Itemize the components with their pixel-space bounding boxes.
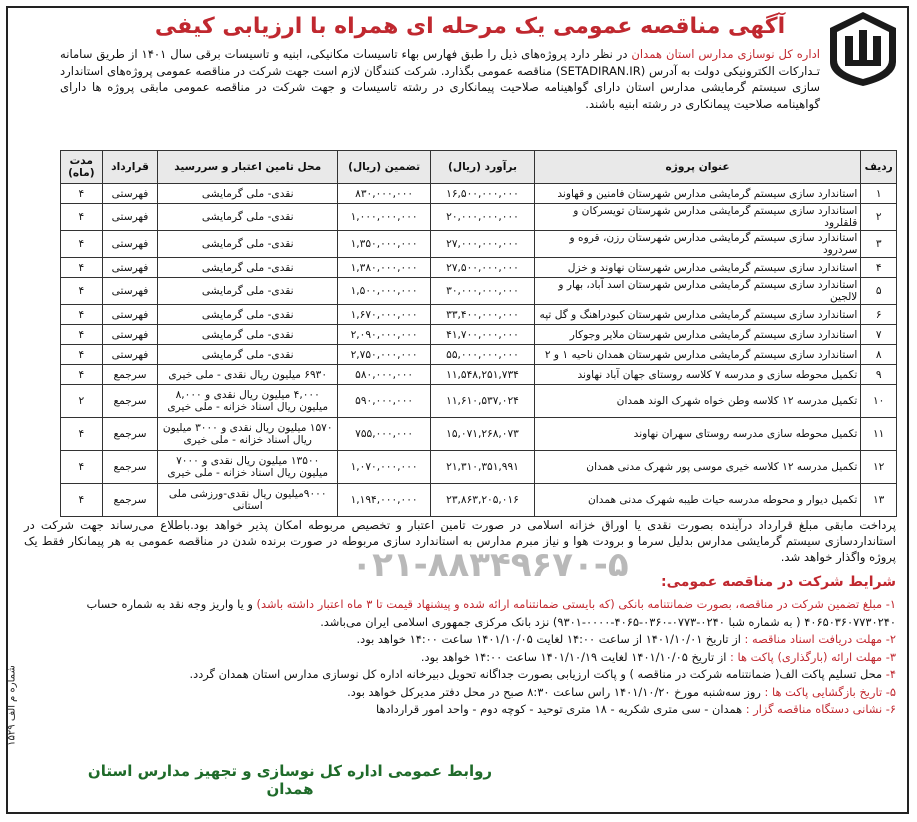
header-funding: محل تامین اعتبار و سررسید [158,151,338,184]
funding-source: نقدی- ملی گرمایشی [158,184,338,204]
estimate-value: ۱۱,۶۱۰,۵۳۷,۰۲۴ [431,385,534,418]
table-row [61,258,897,278]
ministry-logo-icon [826,10,900,88]
condition-number: ۶- [885,702,896,716]
contract-type: فهرستی [102,258,158,278]
guarantee-value: ۱,۳۸۰,۰۰۰,۰۰۰ [337,258,430,278]
condition-label: مهلت ارائه (بارگذاری) پاکت ها : [730,649,886,664]
row-no: ۳ [861,231,897,258]
guarantee-value: ۱,۰۷۰,۰۰۰,۰۰۰ [337,451,430,484]
project-title: استاندارد سازی سیستم گرمایشی مدارس شهرستان ملایر وجوکار [534,325,861,345]
table-row [61,385,897,418]
contract-type: فهرستی [102,278,158,305]
project-title: تکمیل دیوار و محوطه مدرسه حیات طیبه شهرک مدنی همدان [534,484,861,517]
estimate-value: ۳۳,۴۰۰,۰۰۰,۰۰۰ [431,305,534,325]
contract-type: سرجمع [102,418,158,451]
project-title: استاندارد سازی سیستم گرمایشی مدارس شهرستان کبودراهنگ و گل تپه [534,305,861,325]
project-title: تکمیل مدرسه ۱۲ کلاسه خیری موسی پور شهرک مدنی همدان [534,451,861,484]
project-title: استاندارد سازی سیستم گرمایشی مدارس شهرستان تویسرکان و قلقلرود [534,204,861,231]
intro-text: در نظر دارد پروژه‌های ذیل را طبق فهارس بهاء تاسیسات مکانیکی، ابنیه و تاسیسات برقی سال ۱۴۰۱ از طریق سامانه تـدارکات الکترونیکی دولت به آدرس (SETADIRAN.IR) مناقصه عمومی بگذارد. شرکت کنندگان لازم است جهت شرکت در مناقصه عمومی پروژه‌های استاندارد سازی سیستم گرمایشی مدارس استان دارای گواهینامه صلاحیت پیمانکاری در رشته تاسیسات و جهت شرکت در مناقصه عمومی مابقی پروژه ها دارای گواهینامه صلاحیت پیمانکاری در رشته ابنیه باشند. [60,47,820,111]
condition-text: همدان - سی متری شکریه - ۱۸ متری توحید - کوچه دوم - واحد امور قراردادها [375,702,746,716]
guarantee-value: ۲,۷۵۰,۰۰۰,۰۰۰ [337,345,430,365]
estimate-value: ۲۷,۰۰۰,۰۰۰,۰۰۰ [431,231,534,258]
condition-item [24,684,896,702]
duration-months: ۴ [61,305,103,325]
guarantee-value: ۸۳۰,۰۰۰,۰۰۰ [337,184,430,204]
row-no: ۷ [861,325,897,345]
footer-publisher: روابط عمومی اداره کل نوسازی و تجهیز مدارس استان همدان [87,762,493,798]
estimate-value: ۴۱,۷۰۰,۰۰۰,۰۰۰ [431,325,534,345]
row-no: ۶ [861,305,897,325]
row-no: ۲ [861,204,897,231]
duration-months: ۴ [61,204,103,231]
header-contract: قرارداد [102,151,158,184]
payment-note: پرداخت مابقی مبلغ قرارداد درآینده بصورت نقدی یا اوراق خزانه اسلامی در صورت تامین اعتبار و تخصیص مربوطه امکان پذیر خواهد بود.باطلاع می‌رساند جهت شرکت در استانداردسازی سیستم گرمایشی مدارس بدلیل سرما و برودت هوا و نیاز مبرم مدارس به استاندارد سازی مربوطه در صورت برنده شدن در مناقصه عمومی به هر پیمانکار فقط یک پروژه واگذار خواهد شد. [24,518,896,564]
row-no: ۱۱ [861,418,897,451]
estimate-value: ۵۵,۰۰۰,۰۰۰,۰۰۰ [431,345,534,365]
funding-source: ۶۹۳۰ میلیون ریال نقدی - ملی خیری [158,365,338,385]
funding-source: ۹۰۰۰میلیون ریال نقدی-ورزشی ملی استانی [158,484,338,517]
contract-type: فهرستی [102,204,158,231]
duration-months: ۴ [61,258,103,278]
duration-months: ۲ [61,385,103,418]
estimate-value: ۲۱,۳۱۰,۳۵۱,۹۹۱ [431,451,534,484]
project-title: استاندارد سازی سیستم گرمایشی مدارس شهرستان رزن، قروه و سردرود [534,231,861,258]
estimate-value: ۲۷,۵۰۰,۰۰۰,۰۰۰ [431,258,534,278]
contract-type: فهرستی [102,231,158,258]
row-no: ۵ [861,278,897,305]
condition-number: ۱- [885,597,896,611]
guarantee-value: ۵۸۰,۰۰۰,۰۰۰ [337,365,430,385]
guarantee-value: ۱,۶۷۰,۰۰۰,۰۰۰ [337,305,430,325]
project-title: استاندارد سازی سیستم گرمایشی مدارس شهرستان همدان ناحیه ۱ و ۲ [534,345,861,365]
row-no: ۸ [861,345,897,365]
condition-number: ۴- [885,667,896,681]
estimate-value: ۱۵,۰۷۱,۲۶۸,۰۷۳ [431,418,534,451]
duration-months: ۴ [61,418,103,451]
table-row [61,204,897,231]
estimate-value: ۳۰,۰۰۰,۰۰۰,۰۰۰ [431,278,534,305]
duration-months: ۴ [61,184,103,204]
funding-source: نقدی- ملی گرمایشی [158,305,338,325]
condition-text: روز سه‌شنبه مورخ ۱۴۰۱/۱۰/۲۰ راس ساعت ۸:۳۰ صبح در محل دفتر مدیرکل خواهد بود. [347,684,765,699]
duration-months: ۴ [61,484,103,517]
organization-name: اداره کل نوسازی مدارس استان همدان [631,47,820,61]
ad-title: آگهی مناقصه عمومی یک مرحله ای همراه با ارزیابی کیفی [154,14,786,39]
guarantee-value: ۱,۵۰۰,۰۰۰,۰۰۰ [337,278,430,305]
contract-type: فهرستی [102,345,158,365]
guarantee-value: ۱,۱۹۴,۰۰۰,۰۰۰ [337,484,430,517]
contract-type: سرجمع [102,365,158,385]
duration-months: ۴ [61,231,103,258]
condition-label: نشانی دستگاه مناقصه گزار : [745,702,886,716]
contract-type: فهرستی [102,184,158,204]
guarantee-value: ۱,۳۵۰,۰۰۰,۰۰۰ [337,231,430,258]
header-guarantee: تضمین (ریال) [337,151,430,184]
contract-type: سرجمع [102,451,158,484]
contract-type: سرجمع [102,385,158,418]
condition-text: و یا واریز وجه نقد به شماره حساب ۴۰۶۵۰۳۶۰۷۷۳۰۲۴۰ ( به شماره شبا ۰۲۴۰-۰۷۷۳-۰۳۶۰-۴۰۶۵-۰۰۰۰-۹۳۰۱) نزد بانک مرکزی جمهوری اسلامی ایران می‌باشد. [86,597,896,629]
funding-source: نقدی- ملی گرمایشی [158,204,338,231]
header-estimate: برآورد (ریال) [431,151,534,184]
projects-table [60,150,897,517]
row-no: ۱ [861,184,897,204]
condition-label: مبلغ تضمین شرکت در مناقصه، بصورت ضمانتنامه بانکی [614,597,886,611]
funding-source: نقدی- ملی گرمایشی [158,231,338,258]
condition-item [24,649,896,667]
project-title: تکمیل مدرسه ۱۲ کلاسه وطن خواه شهرک الوند همدان [534,385,861,418]
guarantee-value: ۱,۰۰۰,۰۰۰,۰۰۰ [337,204,430,231]
table-row [61,451,897,484]
intro-paragraph [60,46,820,112]
phone-watermark: ۰۲۱-۸۸۳۴۹۶۷۰-۵ [351,545,629,585]
estimate-value: ۲۰,۰۰۰,۰۰۰,۰۰۰ [431,204,534,231]
guarantee-value: ۲,۰۹۰,۰۰۰,۰۰۰ [337,325,430,345]
conditions-list [24,596,896,719]
guarantee-value: ۵۹۰,۰۰۰,۰۰۰ [337,385,430,418]
table-row [61,325,897,345]
table-header-row [61,151,897,184]
row-no: ۱۲ [861,451,897,484]
condition-item [24,701,896,719]
row-no: ۴ [861,258,897,278]
header-row-no: ردیف [861,151,897,184]
condition-text: از تاریخ ۱۴۰۱/۱۰/۰۵ لغایت ۱۴۰۱/۱۰/۱۹ ساعت ۱۴:۰۰ خواهد بود. [420,649,731,664]
table-row [61,231,897,258]
estimate-value: ۲۳,۸۶۳,۲۰۵,۰۱۶ [431,484,534,517]
condition-item [24,596,896,631]
ad-number: شماره م الف ۱۵۲۹ [6,665,18,746]
condition-text: از تاریخ ۱۴۰۱/۱۰/۰۱ از ساعت ۱۴:۰۰ لغایت ۱۴۰۱/۱۰/۰۵ ساعت ۱۴:۰۰ خواهد بود. [356,632,745,646]
duration-months: ۴ [61,278,103,305]
funding-source: نقدی- ملی گرمایشی [158,278,338,305]
funding-source: نقدی- ملی گرمایشی [158,325,338,345]
funding-source: نقدی- ملی گرمایشی [158,345,338,365]
table-row [61,365,897,385]
table-row [61,184,897,204]
project-title: استاندارد سازی سیستم گرمایشی مدارس شهرستان اسد آباد، بهار و لالجین [534,278,861,305]
estimate-value: ۱۶,۵۰۰,۰۰۰,۰۰۰ [431,184,534,204]
contract-type: فهرستی [102,305,158,325]
funding-source: ۱۳۵۰۰ میلیون ریال نقدی و ۷۰۰۰ میلیون ریال اسناد خزانه - ملی خیری [158,451,338,484]
condition-number: ۳- [885,649,896,664]
condition-label: تاریخ بازگشایی پاکت ها : [764,684,886,699]
row-no: ۱۳ [861,484,897,517]
header-duration: مدت (ماه) [61,151,103,184]
contract-type: فهرستی [102,325,158,345]
header-project-title: عنوان پروژه [534,151,861,184]
funding-source: نقدی- ملی گرمایشی [158,258,338,278]
table-row [61,484,897,517]
funding-source: ۴,۰۰۰ میلیون ریال نقدی و ۸,۰۰۰ میلیون ریال اسناد خزانه - ملی خیری [158,385,338,418]
duration-months: ۴ [61,451,103,484]
project-title: تکمیل محوطه سازی مدرسه روستای سهران نهاوند [534,418,861,451]
guarantee-value: ۷۵۵,۰۰۰,۰۰۰ [337,418,430,451]
condition-number: ۲- [885,632,896,646]
project-title: استاندارد سازی سیستم گرمایشی مدارس شهرستان نهاوند و خزل [534,258,861,278]
table-row [61,305,897,325]
condition-item [24,666,896,684]
estimate-value: ۱۱,۵۴۸,۲۵۱,۷۳۴ [431,365,534,385]
condition-item [24,631,896,649]
duration-months: ۴ [61,365,103,385]
conditions-title: شرایط شرکت در مناقصه عمومی: [661,574,896,590]
funding-source: ۱۵۷۰ میلیون ریال نقدی و ۳۰۰۰ میلیون ریال اسناد خزانه - ملی خیری [158,418,338,451]
duration-months: ۴ [61,325,103,345]
project-title: تکمیل محوطه سازی و مدرسه ۷ کلاسه روستای جهان آباد نهاوند [534,365,861,385]
row-no: ۹ [861,365,897,385]
table-row [61,418,897,451]
duration-months: ۴ [61,345,103,365]
table-row [61,278,897,305]
condition-highlight: (که بایستی ضمانتنامه ارائه شده و پیشنهاد قیمت تا ۳ ماه اعتبار داشته باشد) [256,597,615,611]
condition-label: مهلت دریافت اسناد مناقصه : [744,632,886,646]
condition-number: ۵- [885,684,896,699]
contract-type: سرجمع [102,484,158,517]
table-row [61,345,897,365]
row-no: ۱۰ [861,385,897,418]
condition-text: محل تسلیم پاکت الف( ضمانتنامه شرکت در مناقصه ) و پاکت ارزیابی بصورت جداگانه تحویل دبیرخانه اداره کل نوسازی مدارس استان همدان گردد. [189,667,886,681]
project-title: استاندارد سازی سیستم گرمایشی مدارس شهرستان فامنین و قهاوند [534,184,861,204]
